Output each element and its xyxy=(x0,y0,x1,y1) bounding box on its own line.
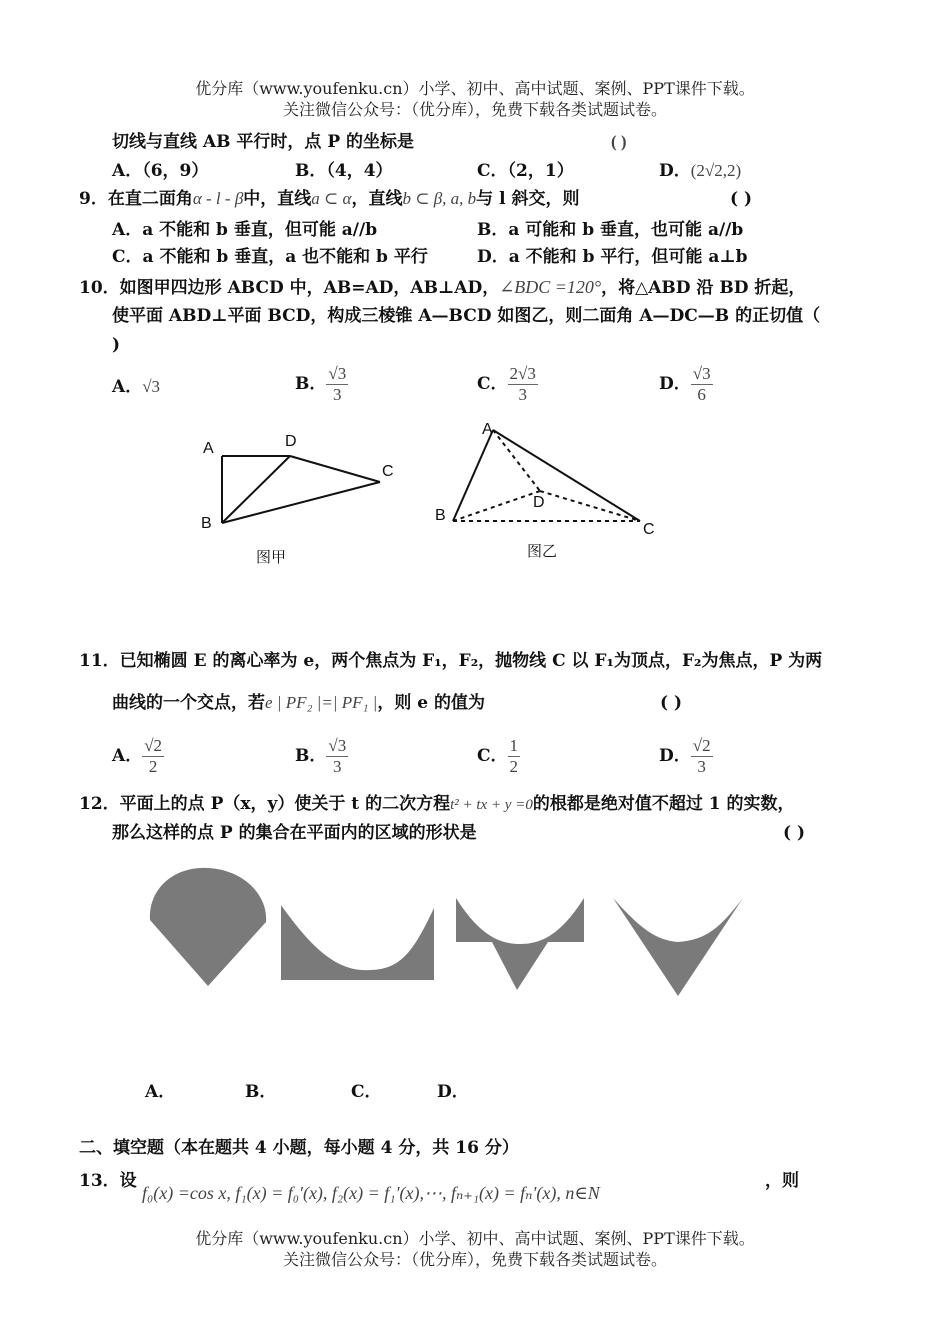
q13-math: f₀(x) =cos x, f₁(x) = f₀′(x), f₂(x) = f₁′(x),⋯, fₙ₊₁(x) = fₙ′(x), n∈N xyxy=(142,1183,600,1203)
fig2-label-a: A xyxy=(482,421,493,438)
shape-b xyxy=(281,905,434,980)
q10-option-d: D． $\frac{√3}{6}$ xyxy=(659,364,711,404)
q8-option-b: B．（4，4） xyxy=(295,161,393,181)
q12-option-d: D． xyxy=(437,1082,469,1102)
q9-stem: 9．在直二面角α - l - β中，直线a ⊂ α，直线b ⊂ β, a, b与 l 斜交，则 xyxy=(79,189,580,209)
q10-line-2: 使平面 ABD⊥平面 BCD，构成三棱锥 A—BCD 如图乙，则二面角 A—DC—B 的正切值（ xyxy=(112,306,821,326)
footer-line-2: 关注微信公众号：（优分库），免费下载各类试题试卷。 xyxy=(282,1250,667,1269)
fig1-label-c: C xyxy=(382,463,394,480)
header-line-2: 关注微信公众号：（优分库），免费下载各类试题试卷。 xyxy=(282,100,667,119)
q12-line-2: 那么这样的点 P 的集合在平面内的区域的形状是 xyxy=(112,823,477,843)
section-2-heading: 二、填空题（本在题共 4 小题，每小题 4 分，共 16 分） xyxy=(79,1138,519,1158)
q9-option-c: C．a 不能和 b 垂直，a 也不能和 b 平行 xyxy=(112,247,428,267)
q10-option-a: A．√3 xyxy=(112,377,161,397)
figure-jia xyxy=(190,425,420,575)
q13-tail: ，则 xyxy=(765,1171,799,1191)
shape-d xyxy=(613,898,743,996)
q11-line-1: 11．已知椭圆 E 的离心率为 e，两个焦点为 F₁，F₂，抛物线 C 以 F₁为顶点，F₂为焦点，P 为两 xyxy=(79,651,823,671)
q9-option-a: A．a 不能和 b 垂直，但可能 a//b xyxy=(112,220,378,240)
edge-dc xyxy=(540,491,640,521)
figure-yi xyxy=(430,415,670,545)
q11-option-c: C． $\frac{1}{2}$ xyxy=(477,736,519,776)
edge-bd xyxy=(453,491,540,521)
fig1-label-d: D xyxy=(285,433,297,450)
q12-region-shapes xyxy=(140,858,760,1008)
q11-paren: ( ) xyxy=(660,693,683,713)
fig2-label-c: C xyxy=(643,521,655,538)
q11-line-2: 曲线的一个交点，若e | PF₂ |=| PF₁ |，则 e 的值为 xyxy=(112,693,485,713)
q8-option-a: A．（6，9） xyxy=(112,161,209,181)
q11-option-b: B． $\frac{√3}{3}$ xyxy=(295,736,347,776)
edge-bd xyxy=(222,456,290,523)
edge-ad xyxy=(493,430,540,491)
edge-ab xyxy=(453,430,493,521)
fig1-caption: 图甲 xyxy=(256,548,287,566)
q12-option-b: B． xyxy=(245,1082,277,1102)
q10-option-c: C． $\frac{2√3}{3}$ xyxy=(477,364,536,404)
q8-paren: ( ) xyxy=(611,132,627,151)
shape-c xyxy=(456,898,584,990)
fig1-label-b: B xyxy=(201,515,212,532)
q11-option-d: D． $\frac{√2}{3}$ xyxy=(659,736,711,776)
q8-tail: 切线与直线 AB 平行时，点 P 的坐标是 xyxy=(112,132,415,152)
footer-line-1: 优分库（www.youfenku.cn）小学、初中、高中试题、案例、PPT课件下载。 xyxy=(195,1229,755,1248)
q9-option-d: D．a 不能和 b 平行，但可能 a⊥b xyxy=(477,247,748,267)
page-footer xyxy=(0,1228,950,1270)
q10-option-b: B． $\frac{√3}{3}$ xyxy=(295,364,347,404)
q12-option-a: A． xyxy=(145,1082,176,1102)
fig2-caption: 图乙 xyxy=(527,542,558,560)
q9-option-b: B．a 可能和 b 垂直，也可能 a//b xyxy=(477,220,744,240)
q12-option-c: C． xyxy=(351,1082,382,1102)
fig2-label-b: B xyxy=(435,507,446,524)
q12-paren: ( ) xyxy=(783,823,806,843)
q8-option-c: C．（2，1） xyxy=(477,161,574,181)
edge-dc xyxy=(290,456,380,482)
shape-a xyxy=(150,868,266,986)
edge-ac xyxy=(493,430,640,521)
q10-line-1: 10．如图甲四边形 ABCD 中，AB=AD，AB⊥AD，∠BDC =120°，将△ABD 沿 BD 折起， xyxy=(79,277,806,298)
edge-bc xyxy=(222,482,380,523)
fig1-label-a: A xyxy=(203,440,214,457)
fig2-label-d: D xyxy=(533,494,545,511)
page-header xyxy=(0,78,950,120)
header-line-1: 优分库（www.youfenku.cn）小学、初中、高中试题、案例、PPT课件下载。 xyxy=(195,79,755,98)
q10-line-3: ) xyxy=(112,335,121,355)
q8-option-d: D．(2√2,2) xyxy=(659,161,742,181)
q12-line-1: 12．平面上的点 P（x，y）使关于 t 的二次方程t² + tx + y =0的根都是绝对值不超过 1 的实数， xyxy=(79,794,795,814)
q11-option-a: A． $\frac{√2}{2}$ xyxy=(112,736,163,776)
q9-paren: ( ) xyxy=(730,189,753,209)
q13-num: 13．设 xyxy=(79,1171,137,1191)
